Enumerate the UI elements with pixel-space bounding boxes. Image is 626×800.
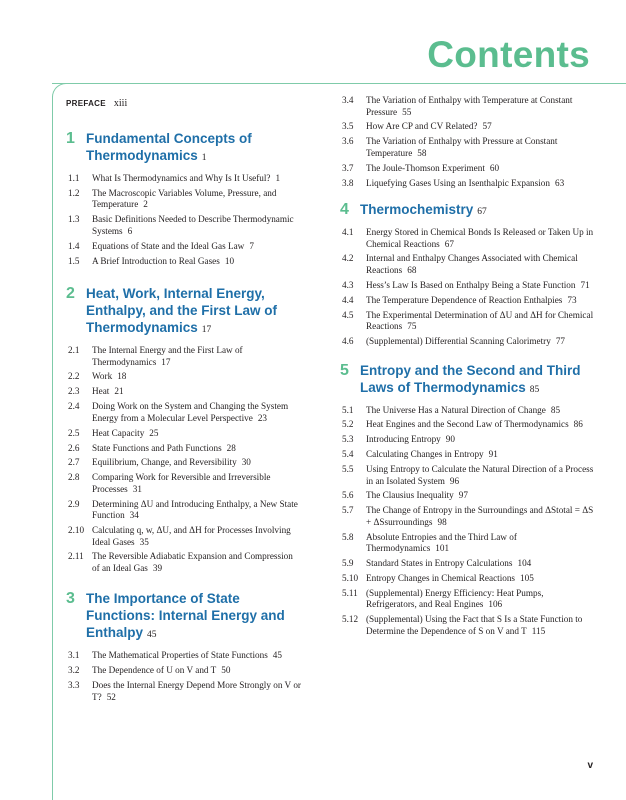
- section-title-text: Equations of State and the Ideal Gas Law: [92, 240, 245, 251]
- section-title-text: Internal and Enthalpy Changes Associated with Chemical Reactions: [366, 253, 578, 275]
- section-title: [366, 532, 595, 555]
- section-page: 86: [573, 419, 583, 430]
- section-title-text: Calculating q, w, ΔU, and ΔH for Processes Involving Ideal Gases: [92, 525, 291, 547]
- section-title-text: State Functions and Path Functions: [92, 442, 222, 453]
- toc-chapter: [340, 201, 595, 347]
- section-page: 57: [482, 121, 492, 132]
- section-title-text: (Supplemental) Differential Scanning Calorimetry: [366, 336, 551, 347]
- left-chapter-list: [66, 130, 302, 703]
- section-page: 6: [127, 225, 133, 236]
- chapter-number: 3: [66, 590, 75, 608]
- chapter-page: 85: [529, 384, 540, 395]
- section-number: 4.6: [342, 336, 354, 347]
- toc-section-entry[interactable]: [340, 434, 595, 446]
- chapter-page: 67: [477, 207, 487, 218]
- chapter-number: 1: [66, 130, 75, 147]
- section-number: 3.2: [68, 665, 80, 676]
- section-number: 1.1: [68, 173, 80, 183]
- toc-chapter: [340, 362, 595, 638]
- section-number: 1.5: [68, 255, 80, 266]
- toc-section-entry[interactable]: [340, 558, 595, 570]
- chapter-number: 4: [340, 201, 349, 219]
- section-page: 28: [226, 442, 236, 453]
- section-title: [366, 253, 595, 276]
- section-title-text: Basic Definitions Needed to Describe Thermodynamic Systems: [92, 214, 294, 236]
- chapter-number: 2: [66, 285, 75, 303]
- section-title: [366, 505, 595, 528]
- toc-section-entry[interactable]: [340, 336, 595, 348]
- section-number: 5.10: [342, 573, 359, 584]
- chapter-page: 45: [147, 630, 157, 641]
- section-title-text: The Clausius Inequality: [366, 490, 454, 501]
- section-title-text: Doing Work on the System and Changing the System Energy from a Molecular Level Perspective: [92, 401, 289, 423]
- section-title: [366, 178, 595, 190]
- section-page: 25: [149, 427, 159, 438]
- section-page: 98: [437, 516, 447, 527]
- section-number: 2.7: [68, 457, 80, 468]
- section-page: 91: [488, 449, 498, 460]
- toc-section-entry[interactable]: [340, 295, 595, 307]
- toc-section-entry[interactable]: [340, 310, 595, 333]
- section-number: 4.1: [342, 227, 354, 238]
- section-number: 5.9: [342, 558, 354, 569]
- section-page: 106: [488, 599, 503, 610]
- toc-section-entry[interactable]: [340, 490, 595, 502]
- section-title-text: How Are CP and CV Related?: [366, 121, 478, 132]
- toc-section-entry[interactable]: [340, 163, 595, 175]
- section-title: [366, 121, 595, 133]
- section-number: 5.6: [342, 490, 354, 501]
- section-title: [92, 499, 302, 522]
- section-number: 2.5: [68, 427, 80, 438]
- chapter-title-text: Thermochemistry: [360, 202, 474, 218]
- section-number: 4.4: [342, 294, 354, 305]
- toc-chapter: [66, 130, 302, 267]
- section-number: 4.2: [342, 253, 354, 264]
- section-title: [92, 680, 302, 703]
- section-number: 4.3: [342, 279, 354, 290]
- section-page: 18: [117, 371, 127, 382]
- section-page: 21: [114, 386, 124, 397]
- section-title-text: Liquefying Gases Using an Isenthalpic Expansion: [366, 177, 550, 188]
- section-title: [366, 490, 595, 502]
- section-title-text: Does the Internal Energy Depend More Strongly on V or T?: [92, 680, 301, 702]
- section-page: 73: [567, 294, 577, 305]
- page-number: v: [587, 760, 593, 771]
- section-number: 5.1: [342, 404, 354, 415]
- toc-section-entry[interactable]: [66, 499, 302, 522]
- section-number: 2.1: [68, 345, 80, 356]
- section-title: [92, 457, 302, 469]
- section-title-text: Entropy Changes in Chemical Reactions: [366, 573, 516, 584]
- section-title-text: The Change of Entropy in the Surroundings and ΔStotal = ΔS + ΔSsurroundings: [366, 505, 594, 527]
- section-page: 75: [407, 321, 417, 332]
- section-title-text: Determining ΔU and Introducing Enthalpy, a New State Function: [92, 498, 298, 521]
- section-page: 105: [520, 573, 534, 584]
- section-title-text: The Dependence of U on V and T: [92, 665, 217, 676]
- section-page: 96: [449, 475, 460, 486]
- section-title: [92, 173, 302, 185]
- section-title-text: A Brief Introduction to Real Gases: [92, 255, 220, 266]
- section-title: [366, 336, 595, 348]
- section-title-text: The Temperature Dependence of Reaction Enthalpies: [366, 294, 563, 305]
- continued-section-list: [340, 95, 595, 189]
- chapter-title: [360, 362, 595, 399]
- chapter-heading[interactable]: [340, 362, 595, 399]
- section-title-text: The Variation of Enthalpy with Pressure at Constant Temperature: [366, 136, 558, 158]
- toc-section-entry[interactable]: [66, 650, 302, 662]
- section-title: [92, 650, 302, 662]
- section-title: [92, 371, 302, 383]
- toc-section-entry[interactable]: [66, 214, 302, 237]
- section-title: [366, 136, 595, 159]
- chapter-title-text: Fundamental Concepts of Thermodynamics: [86, 131, 252, 163]
- toc-section-entry[interactable]: [340, 419, 595, 431]
- chapter-page: 1: [201, 153, 207, 163]
- toc-section-entry[interactable]: [66, 680, 302, 703]
- toc-section-entry[interactable]: [340, 253, 595, 276]
- section-page: 58: [417, 147, 427, 158]
- section-page: 55: [402, 106, 412, 117]
- section-number: 3.4: [342, 95, 354, 105]
- section-title-text: Equilibrium, Change, and Reversibility: [92, 457, 237, 468]
- section-number: 5.4: [342, 449, 354, 460]
- chapter-title: [86, 285, 302, 339]
- section-page: 30: [241, 457, 251, 468]
- section-title: [92, 345, 302, 368]
- section-title-text: Heat Capacity: [92, 427, 145, 438]
- chapter-page: 17: [201, 325, 212, 336]
- section-number: 5.12: [342, 614, 359, 625]
- chapter-heading[interactable]: [66, 130, 302, 167]
- section-title: [366, 280, 595, 292]
- page-title: Contents: [427, 34, 590, 75]
- section-title: [366, 449, 595, 461]
- section-number: 2.4: [68, 401, 80, 412]
- chapter-title-text: Entropy and the Second and Third Laws of Thermodynamics: [360, 362, 581, 395]
- section-title: [366, 558, 595, 570]
- section-title: [366, 464, 595, 487]
- section-number: 3.1: [68, 650, 80, 661]
- section-page: 39: [152, 562, 163, 573]
- section-page: 7: [249, 240, 254, 251]
- section-number: 3.8: [342, 177, 354, 188]
- section-page: 1: [275, 173, 281, 183]
- section-page: 35: [139, 536, 149, 547]
- section-number: 2.2: [68, 371, 80, 382]
- chapter-heading[interactable]: [66, 590, 302, 644]
- section-title-text: What Is Thermodynamics and Why Is It Useful?: [92, 173, 271, 183]
- section-page: 10: [224, 255, 235, 266]
- section-title-text: The Universe Has a Natural Direction of Change: [366, 404, 546, 415]
- section-title-text: Work: [92, 371, 113, 382]
- chapter-heading[interactable]: [66, 285, 302, 339]
- chapter-title-text: The Importance of State Functions: Internal Energy and Enthalpy: [86, 591, 285, 641]
- toc-section-entry[interactable]: [340, 95, 595, 118]
- section-title-text: (Supplemental) Energy Efficiency: Heat Pumps, Refrigerators, and Real Engines: [366, 587, 544, 610]
- section-title: [366, 434, 595, 446]
- section-number: 1.3: [68, 214, 80, 225]
- section-title: [92, 428, 302, 440]
- section-title: [92, 665, 302, 677]
- section-list: [66, 173, 302, 267]
- toc-section-entry[interactable]: [340, 588, 595, 611]
- section-page: 45: [272, 650, 282, 661]
- section-number: 2.11: [68, 551, 84, 562]
- section-number: 5.8: [342, 531, 354, 542]
- section-page: 68: [407, 264, 417, 275]
- chapter-title: [86, 590, 302, 644]
- section-title-text: Comparing Work for Reversible and Irreversible Processes: [92, 472, 271, 494]
- section-title: [92, 525, 302, 548]
- section-number: 3.5: [342, 121, 354, 132]
- section-list: [66, 650, 302, 703]
- section-title: [92, 241, 302, 253]
- section-number: 2.6: [68, 442, 80, 453]
- section-page: 52: [106, 691, 116, 702]
- toc-section-entry[interactable]: [66, 401, 302, 424]
- toc-section-entry[interactable]: [66, 371, 302, 383]
- section-title: [366, 227, 595, 250]
- toc-section-entry[interactable]: [340, 532, 595, 555]
- section-title-text: (Supplemental) Using the Fact that S Is a State Function to Determine the Dependence of S on V and T: [366, 614, 583, 636]
- preface-page: xiii: [113, 98, 128, 109]
- section-page: 101: [435, 543, 450, 554]
- section-page: 115: [531, 625, 546, 636]
- toc-section-entry[interactable]: [340, 573, 595, 585]
- section-number: 3.3: [68, 680, 80, 691]
- section-title: [366, 405, 595, 417]
- section-title: [366, 573, 595, 585]
- section-number: 5.3: [342, 434, 354, 445]
- preface-entry[interactable]: [66, 97, 302, 110]
- section-title: [366, 310, 595, 333]
- section-title-text: The Reversible Adiabatic Expansion and Compression of an Ideal Gas: [92, 551, 293, 573]
- toc-right-column: [340, 95, 595, 641]
- section-title: [92, 188, 302, 211]
- toc-section-entry[interactable]: [340, 405, 595, 417]
- section-number: 5.7: [342, 505, 354, 516]
- toc-section-entry[interactable]: [340, 505, 595, 528]
- section-number: 3.7: [342, 162, 354, 173]
- toc-section-entry[interactable]: [66, 345, 302, 368]
- toc-chapter: [66, 285, 302, 574]
- section-title: [366, 419, 595, 431]
- section-title: [92, 551, 302, 574]
- section-number: 5.11: [342, 587, 358, 598]
- toc-section-entry[interactable]: [340, 464, 595, 487]
- section-page: 63: [554, 177, 565, 188]
- section-title-text: Using Entropy to Calculate the Natural Direction of a Process in an Isolated System: [366, 464, 594, 486]
- section-page: 104: [517, 558, 532, 569]
- section-title: [92, 214, 302, 237]
- header-rule: [52, 83, 626, 84]
- section-page: 90: [445, 434, 455, 445]
- chapter-title: [360, 201, 487, 221]
- section-title-text: The Mathematical Properties of State Functions: [92, 650, 268, 661]
- section-page: 71: [580, 279, 590, 290]
- section-title: [92, 472, 302, 495]
- chapter-number: 5: [340, 361, 349, 379]
- toc-section-entry[interactable]: [66, 386, 302, 398]
- section-title-text: Heat: [92, 386, 110, 397]
- section-number: 2.10: [68, 525, 85, 536]
- section-title: [366, 295, 595, 307]
- section-number: 1.2: [68, 187, 80, 198]
- toc-section-entry[interactable]: [340, 136, 595, 159]
- chapter-title: [86, 130, 302, 167]
- section-page: 85: [550, 404, 561, 415]
- section-page: 50: [221, 665, 231, 676]
- section-title: [366, 163, 595, 175]
- section-title-text: The Joule-Thomson Experiment: [366, 162, 485, 173]
- toc-section-entry[interactable]: [66, 173, 302, 185]
- section-title-text: The Variation of Enthalpy with Temperature at Constant Pressure: [366, 95, 573, 117]
- toc-section-entry[interactable]: [340, 121, 595, 133]
- section-title: [92, 443, 302, 455]
- section-title: [366, 614, 595, 637]
- toc-section-entry[interactable]: [66, 665, 302, 677]
- header-rule-corner: [52, 83, 67, 98]
- section-page: 60: [489, 162, 500, 173]
- section-title: [366, 95, 595, 118]
- section-title-text: Introducing Entropy: [366, 434, 441, 445]
- section-number: 3.6: [342, 136, 354, 147]
- toc-section-entry[interactable]: [340, 178, 595, 190]
- toc-section-entry[interactable]: [66, 256, 302, 268]
- section-number: 2.8: [68, 472, 80, 483]
- section-title-text: Heat Engines and the Second Law of Thermodynamics: [366, 419, 569, 430]
- section-number: 2.9: [68, 498, 80, 509]
- section-page: 67: [444, 238, 454, 249]
- toc-section-entry[interactable]: [340, 449, 595, 461]
- section-title-text: The Internal Energy and the First Law of Thermodynamics: [92, 345, 243, 367]
- section-page: 2: [143, 199, 148, 210]
- section-list: [66, 345, 302, 574]
- section-title: [92, 386, 302, 398]
- section-page: 77: [555, 336, 565, 347]
- section-page: 97: [458, 490, 468, 501]
- section-title: [92, 401, 302, 424]
- chapter-title-text: Heat, Work, Internal Energy, Enthalpy, and the First Law of Thermodynamics: [86, 286, 278, 336]
- section-page: 34: [129, 510, 139, 521]
- section-number: 1.4: [68, 240, 80, 251]
- section-page: 31: [132, 483, 142, 494]
- section-title-text: The Macroscopic Variables Volume, Pressure, and Temperature: [92, 187, 277, 210]
- section-page: 23: [257, 412, 267, 423]
- section-title-text: Energy Stored in Chemical Bonds Is Released or Taken Up in Chemical Reactions: [366, 227, 594, 249]
- toc-chapter: [66, 590, 302, 703]
- toc-section-entry[interactable]: [66, 443, 302, 455]
- toc-section-entry[interactable]: [66, 428, 302, 440]
- section-page: 17: [161, 356, 171, 367]
- toc-section-entry[interactable]: [66, 551, 302, 574]
- section-list: [340, 227, 595, 347]
- preface-label: PREFACE: [66, 99, 106, 108]
- toc-section-entry[interactable]: [66, 457, 302, 469]
- section-title: [366, 588, 595, 611]
- toc-section-entry[interactable]: [66, 241, 302, 253]
- section-title-text: The Experimental Determination of ΔU and ΔH for Chemical Reactions: [366, 309, 594, 332]
- chapter-heading[interactable]: [340, 201, 595, 221]
- section-number: 5.2: [342, 419, 354, 430]
- toc-section-entry[interactable]: [340, 614, 595, 637]
- margin-rule: [52, 96, 53, 800]
- section-number: 2.3: [68, 386, 80, 397]
- section-title: [92, 256, 302, 268]
- toc-section-entry[interactable]: [66, 188, 302, 211]
- right-chapter-list: [340, 201, 595, 637]
- section-title-text: Hess’s Law Is Based on Enthalpy Being a State Function: [366, 279, 576, 290]
- toc-section-entry[interactable]: [66, 472, 302, 495]
- section-title-text: Standard States in Entropy Calculations: [366, 558, 513, 569]
- section-number: 4.5: [342, 309, 354, 320]
- section-list: [340, 405, 595, 638]
- toc-section-entry[interactable]: [66, 525, 302, 548]
- section-number: 5.5: [342, 464, 354, 475]
- toc-section-entry[interactable]: [340, 227, 595, 250]
- section-title-text: Absolute Entropies and the Third Law of Thermodynamics: [366, 531, 517, 554]
- toc-left-column: [66, 95, 302, 707]
- section-title-text: Calculating Changes in Entropy: [366, 449, 484, 460]
- toc-section-entry[interactable]: [340, 280, 595, 292]
